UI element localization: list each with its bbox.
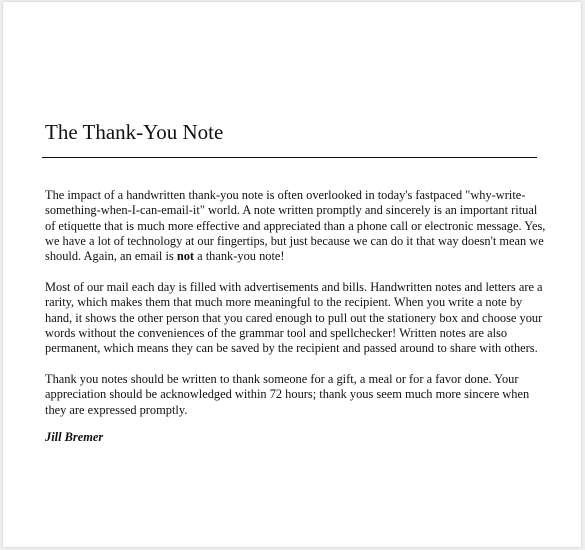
- title-divider: [42, 157, 537, 158]
- paragraph-2: [45, 280, 545, 356]
- text-run: The impact of a handwritten thank-you note is often overlooked in today's fastpaced "why-write-: [45, 188, 526, 202]
- paragraph-line: [45, 341, 545, 356]
- emphasis-text: not: [176, 249, 195, 264]
- text-run: rarity, which makes them that much more meaningful to the recipient. When you write a note by: [45, 295, 523, 310]
- text-run: hand, it shows the other person that you cared enough to pull out the stationery box and choose your: [45, 310, 543, 325]
- paragraph-line: [45, 234, 545, 249]
- text-run: of etiquette that is much more effective and appreciated than a phone call or electronic message. Yes,: [45, 218, 546, 233]
- text-run: appreciation should be acknowledged within 72 hours; thank yous seem much more sincere when: [45, 387, 530, 402]
- paragraph-line: [45, 188, 545, 203]
- text-run: should. Again, an email is: [45, 249, 177, 264]
- paragraph-line: [45, 203, 545, 218]
- paragraph-line: [45, 219, 545, 234]
- paragraph-line: [45, 311, 545, 326]
- page-title: The Thank-You Note: [45, 120, 224, 144]
- text-run: Thank you notes should be written to thank someone for a gift, a meal or for a favor done. Your: [45, 371, 519, 386]
- paragraph-1: [45, 188, 545, 264]
- text-run: we have a lot of technology at our fingertips, but just because we can do it that way doesn't mean we: [45, 233, 544, 248]
- text-run: they are expressed promptly.: [45, 402, 188, 417]
- paragraph-3: [45, 372, 545, 418]
- paragraph-line: [45, 280, 545, 295]
- paragraph-line: [45, 249, 545, 264]
- document-page: [3, 2, 581, 547]
- document-body: [45, 188, 545, 446]
- paragraph-line: [45, 387, 545, 402]
- paragraph-line: [45, 403, 545, 418]
- paragraph-line: [45, 326, 545, 341]
- text-run: something-when-I-can-email-it" world. A note written promptly and sincerely is an important ritual: [45, 203, 538, 218]
- text-run: Most of our mail each day is filled with advertisements and bills. Handwritten notes and letters are a: [45, 279, 543, 294]
- paragraph-line: [45, 372, 545, 387]
- text-run: permanent, which means they can be saved by the recipient and passed around to share with others.: [45, 341, 538, 356]
- paragraph-line: [45, 295, 545, 310]
- text-run: words without the conveniences of the grammar tool and spellchecker! Written notes are also: [45, 325, 508, 340]
- text-run: a thank-you note!: [194, 249, 285, 264]
- author-signature: Jill Bremer: [45, 430, 104, 445]
